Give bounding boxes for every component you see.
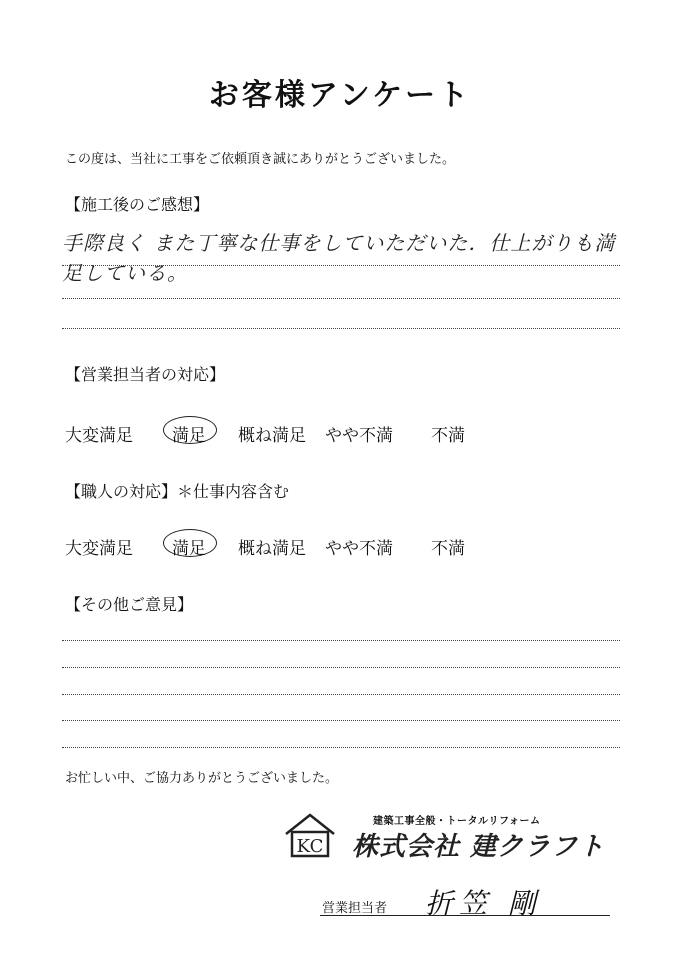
company-tagline: 建築工事全般・トータルリフォーム (373, 816, 541, 827)
intro-text: この度は、当社に工事をご依頼頂き誠にありがとうございました。 (65, 152, 456, 167)
ruled-line (62, 694, 620, 695)
closing-text: お忙しい中、ご協力ありがとうございました。 (65, 771, 339, 786)
ruled-line (62, 667, 620, 668)
signature-line (320, 915, 610, 916)
craftsman-option-mostly-satisfied: 概ね満足 (238, 539, 306, 559)
company-name: 株式会社 建クラフト (352, 832, 606, 862)
impressions-line-2: 足している。 (62, 261, 188, 285)
sales-heading: 【営業担当者の対応】 (65, 365, 226, 384)
ruled-line (62, 298, 620, 299)
ruled-line (62, 747, 620, 748)
sales-option-mostly-satisfied: 概ね満足 (238, 426, 306, 446)
craftsman-option-satisfied: 満足 (172, 539, 206, 559)
craftsman-option-dissatisfied: 不満 (431, 539, 465, 559)
impressions-heading: 【施工後のご感想】 (65, 195, 210, 214)
ruled-line (62, 720, 620, 721)
craftsman-option-very-satisfied: 大変満足 (65, 539, 133, 559)
logo-letters: KC (296, 836, 324, 857)
sales-option-dissatisfied: 不満 (431, 426, 465, 446)
company-house-logo (284, 812, 336, 858)
other-heading: 【その他ご意見】 (65, 595, 194, 614)
ruled-line (62, 265, 620, 266)
sales-option-slightly-dissatisfied: やや不満 (325, 426, 393, 446)
ruled-line (62, 640, 620, 641)
ruled-line (62, 328, 620, 329)
page-title: お客様アンケート (208, 78, 472, 113)
sales-rep-signature: 折笠 剛 (425, 887, 542, 920)
craftsman-heading: 【職人の対応】＊仕事内容含む (65, 482, 290, 501)
craftsman-option-slightly-dissatisfied: やや不満 (325, 539, 393, 559)
sales-rep-label: 営業担当者 (322, 901, 388, 916)
sales-option-very-satisfied: 大変満足 (65, 426, 133, 446)
impressions-line-1: 手際良く また丁寧な仕事をしていただいた．仕上がりも満 (62, 231, 616, 255)
sales-option-satisfied: 満足 (172, 426, 206, 446)
